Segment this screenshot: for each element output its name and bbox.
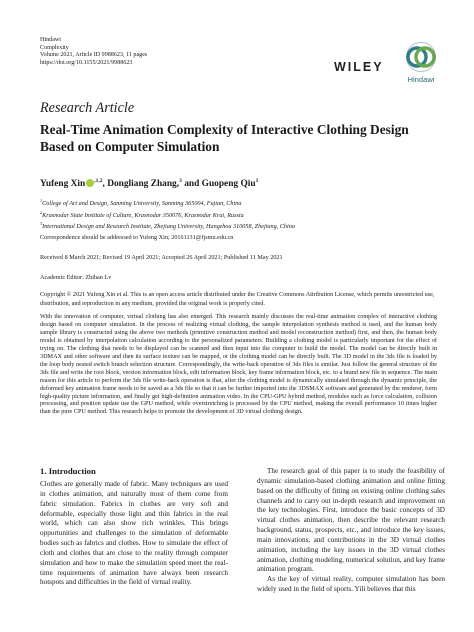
article-title: Real-Time Animation Complexity of Interactive Clothing Design Based on Computer Simulation [40, 122, 409, 154]
journal-meta [40, 37, 147, 67]
volume-line: Volume 2021, Article ID 9988623, 11 pages [40, 52, 148, 59]
author-name[interactable]: Yufeng Xin [40, 179, 86, 190]
author-affil-sup: 3 [179, 178, 182, 184]
publication-dates: Received 8 March 2021; Revised 19 April 2021; Accepted 26 April 2021; Published 11 May 2021 [40, 254, 283, 261]
affiliation-item [40, 220, 295, 232]
body-paragraph: Clothes are generally made of fabric. Many techniques are used in clothes animation, and naturally most of them come from fabric simulation. Fabrics in clothes are very soft and deformable, especially those light and thin fabrics in the real world, which can also show rich wrinkles. This brings opportunities and challenges to the simulation of deformable bodies such as fabrics and clothes. How to simulate the effect of cloth and clothes that are close to the reality through computer simulation and how to make the simulation speed meet the real-time requirements of animation have always been research hotspots and difficulties in the field of virtual reality. [40, 480, 228, 587]
copyright-notice: Copyright © 2021 Yufeng Xin et al. This is an open access article distributed under the Creative Commons Attribution License, which permits unrestricted use, distribution, and reproduction in any medium, provided the original work is properly cited. [40, 291, 435, 307]
author-name[interactable]: and Guopeng Qiu [181, 179, 256, 190]
body-paragraph: The research goal of this paper is to study the feasibility of dynamic simulation-based clothing animation and online fitting based on the difficulty of fitting on existing online clothing sales channels and to carry out in-depth research and improvement on the key technologies. First, introduce the basic concepts of 3D virtual clothes animation, then describe the relevant research background, status, prospects, etc., and introduce the key issues, main innovations, and contributions in the 3D virtual clothes animation, including the key issues in the 3D virtual clothes animation, clothing modeling, numerical solution, and key frame animation program. [257, 467, 445, 574]
affiliation-number: 2 [40, 209, 43, 215]
affiliation-item [40, 209, 295, 221]
body-column-left [40, 480, 228, 588]
affiliation-number: 1 [40, 198, 43, 203]
article-type: Research Article [40, 100, 135, 116]
hindawi-logo[interactable] [398, 40, 444, 88]
doi-link[interactable]: https://doi.org/10.1155/2021/9988623 [40, 59, 133, 66]
affiliation-text: College of Art and Design, Sanming University, Sanming 365004, Fujian, China [42, 200, 242, 208]
publisher-brand [334, 36, 444, 88]
body-paragraph: As the key of virtual reality, computer simulation has been widely used in the field of sports. Yili believes that this [257, 575, 445, 594]
hindawi-rings-icon [404, 40, 438, 74]
body-column-right [257, 467, 445, 595]
author-name[interactable]: , Dongliang Zhang, [102, 179, 180, 190]
affiliation-text: Krasnodar State Institute of Culture, Krasnodar 350076, Krasnodar Krai, Russia [42, 211, 244, 219]
author-list [40, 178, 258, 189]
journal-name: Complexity [40, 44, 69, 51]
affiliations [40, 197, 295, 232]
academic-editor: Academic Editor: Zhihan Lv [40, 274, 112, 281]
publisher-line: Hindawi [40, 37, 61, 43]
hindawi-wordmark: Hindawi [407, 75, 435, 84]
author-affil-sup: 1 [255, 178, 259, 184]
affiliation-number: 3 [40, 221, 43, 227]
wiley-logo[interactable]: WILEY [334, 60, 384, 74]
affiliation-item [40, 197, 295, 209]
correspondence-line: Correspondence should be addressed to Yufeng Xin; 20161131@fjsmu.edu.cn [40, 234, 234, 241]
abstract: With the innovation of computer, virtual clothing has also emerged. This research mainly discusses the real-time animation complex of interactive clothing design based on computer simulation. In the process of realizing virtual clothing, the sample interpolation synthesis method is used, and the human body sample library is constructed using the above two methods (primitive construction method and model reconstruction method) first, and then, the human body model is obtained by interpolation calculation according to the personalized parameters. Building a clothing model is particularly important for the effect of trying on. The clothing that needs to be displayed can be scanned and then input into the computer to build the model. The model can be directly built in 3DMAX and other software and then its surface texture can be mapped, or the clothing model can be directly built. The 3D model in the 3ds file is loaded by the loop body nested switch branch selection structure. Correspondingly, the write-back operation of 3ds files is similar. Just follow the general structure of the 3ds file and write the root block, version information block, edit information block, key frame information block, etc. to a brand new file in sequence. The main reason for this article to perform the 3ds file write-back operation is that, after the clothing model is dynamically simulated through the dynamic principle, the deformed key animation frame needs to be saved as a 3ds file so that it can be further imported into the 3DSMAX software and generated by the renderer, form high-quality picture information, and finally get high-definition animation video. In the CPU-GPU hybrid method, modules such as force calculation, collision processing, and position update use the GPU method, while overstretching is processed by the CPU method, making the overall performance 10 times higher than the pure CPU method. This research helps to promote the development of 3D virtual clothing design. [40, 313, 437, 416]
author-affil-sup: ,1,2 [94, 178, 103, 184]
affiliation-text: International Design and Research Institute, Zhejiang University, Hangzhou 310058, Zhejiang, China [42, 223, 295, 231]
section-heading-introduction: 1. Introduction [40, 466, 96, 476]
ring-outer [407, 43, 436, 72]
